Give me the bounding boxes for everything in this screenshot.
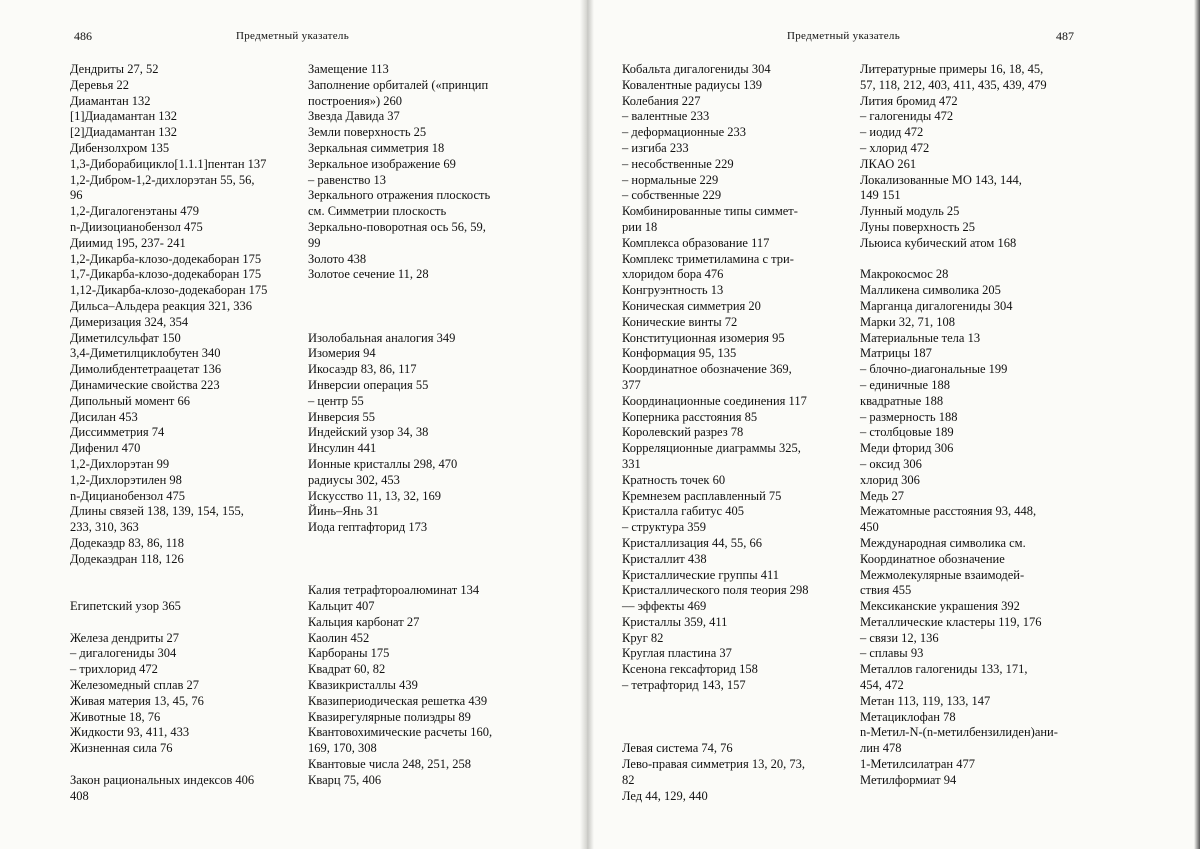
index-entry: – равенство 13	[308, 172, 386, 187]
index-entry: см. Симметрии плоскость	[308, 204, 447, 219]
index-entry: 99	[308, 235, 321, 250]
index-entry: Димеризация 324, 354	[70, 314, 189, 329]
right-index-column-1	[622, 62, 844, 804]
index-entry: – центр 55	[308, 393, 364, 408]
index-entry: ЛКАО 261	[860, 156, 917, 171]
index-entry: 1,2-Дибром-1,2-дихлорэтан 55, 56,	[70, 172, 255, 187]
index-entry: 82	[622, 772, 635, 787]
index-spacer	[70, 615, 295, 631]
index-spacer	[308, 283, 540, 299]
index-entry: Метациклофан 78	[860, 709, 956, 724]
index-entry: Заполнение орбиталей («принцип	[308, 77, 489, 92]
index-entry: Искусство 11, 13, 32, 169	[308, 488, 442, 503]
index-entry: построения») 260	[308, 93, 403, 108]
index-entry: Диметилсульфат 150	[70, 330, 181, 345]
index-entry: Лед 44, 129, 440	[622, 788, 708, 803]
index-entry: Йинь–Янь 31	[308, 504, 379, 519]
index-entry: n-Диизоцианобензол 475	[70, 219, 203, 234]
index-entry: [2]Диадамантан 132	[70, 125, 178, 140]
index-entry: Комплекс триметиламина с три-	[622, 251, 794, 266]
index-entry: Дендриты 27, 52	[70, 62, 159, 76]
index-entry: хлоридом бора 476	[622, 267, 724, 282]
page-edge-shadow	[1194, 0, 1200, 849]
index-entry: – несобственные 229	[622, 156, 734, 171]
index-entry: Жизненная сила 76	[70, 741, 173, 756]
index-entry: 1-Метилсилатран 477	[860, 757, 975, 772]
index-entry: Додекаэдран 118, 126	[70, 551, 184, 566]
index-entry: – изгиба 233	[622, 140, 689, 155]
index-entry: Колебания 227	[622, 93, 701, 108]
index-entry: Конституционная изомерия 95	[622, 330, 785, 345]
index-entry: Коническая симметрия 20	[622, 298, 761, 313]
index-spacer	[308, 299, 540, 315]
index-spacer	[70, 583, 295, 599]
index-entry: Квадрат 60, 82	[308, 662, 386, 677]
index-entry: Кобальта дигалогениды 304	[622, 62, 771, 76]
index-entry: Ковалентные радиусы 139	[622, 77, 762, 92]
index-entry: Лево-правая симметрия 13, 20, 73,	[622, 757, 805, 772]
index-entry: 408	[70, 788, 89, 803]
index-entry: Макрокосмос 28	[860, 267, 949, 282]
index-entry: лин 478	[860, 741, 902, 756]
book-gutter	[580, 0, 594, 849]
right-page-number: 487	[1056, 29, 1074, 43]
index-entry: Квантовые числа 248, 251, 258	[308, 757, 472, 772]
index-entry: Комбинированные типы симмет-	[622, 204, 798, 219]
index-spacer	[308, 568, 540, 584]
index-entry: Дильса–Альдера реакция 321, 336	[70, 298, 253, 313]
index-entry: Координатное обозначение	[860, 551, 1005, 566]
index-entry: – оксид 306	[860, 456, 922, 471]
index-entry: n-Метил-N-(n-метилбензилиден)ани-	[860, 725, 1058, 740]
index-entry: Коперника расстояния 85	[622, 409, 758, 424]
index-entry: Конгруэнтность 13	[622, 283, 724, 298]
index-entry: Конические винты 72	[622, 314, 738, 329]
index-entry: Каолин 452	[308, 630, 370, 645]
index-entry: 1,2-Дигалогенэтаны 479	[70, 204, 199, 219]
index-entry: Комплекса образование 117	[622, 235, 770, 250]
index-entry: Марганца дигалогениды 304	[860, 298, 1013, 313]
index-entry: – нормальные 229	[622, 172, 719, 187]
index-entry: Железомедный сплав 27	[70, 678, 200, 693]
index-entry: 1,2-Дихлорэтан 99	[70, 456, 170, 471]
index-entry: 454, 472	[860, 678, 904, 693]
index-entry: Инверсия 55	[308, 409, 375, 424]
left-running-header: Предметный указатель	[236, 30, 350, 42]
index-entry: Инсулин 441	[308, 441, 377, 456]
index-entry: Египетский узор 365	[70, 599, 181, 614]
index-entry: – деформационные 233	[622, 125, 747, 140]
index-entry: Ионные кристаллы 298, 470	[308, 456, 458, 471]
index-spacer	[622, 725, 844, 741]
index-entry: Конформация 95, 135	[622, 346, 737, 361]
index-spacer	[70, 757, 295, 773]
index-entry: Земли поверхность 25	[308, 125, 427, 140]
index-entry: Жидкости 93, 411, 433	[70, 725, 190, 740]
index-entry: Додекаэдр 83, 86, 118	[70, 535, 184, 550]
index-entry: Металлические кластеры 119, 176	[860, 614, 1042, 629]
index-entry: Карбораны 175	[308, 646, 390, 661]
index-entry: Инверсии операция 55	[308, 377, 429, 392]
index-entry: Матрицы 187	[860, 346, 932, 361]
index-entry: Золото 438	[308, 251, 367, 266]
index-entry: Локализованные МО 143, 144,	[860, 172, 1022, 187]
index-entry: Зеркальное изображение 69	[308, 156, 456, 171]
index-entry: Калия тетрафтороалюминат 134	[308, 583, 480, 598]
index-spacer	[308, 315, 540, 331]
index-entry: Метан 113, 119, 133, 147	[860, 693, 991, 708]
index-entry: 96	[70, 188, 83, 203]
index-entry: 1,7-Дикарба-клозо-додекаборан 175	[70, 267, 262, 282]
index-entry: – размерность 188	[860, 409, 958, 424]
index-entry: Межатомные расстояния 93, 448,	[860, 504, 1037, 519]
index-entry: Дибензолхром 135	[70, 140, 170, 155]
index-entry: – тетрафторид 143, 157	[622, 678, 746, 693]
index-entry: Лунный модуль 25	[860, 204, 960, 219]
index-entry: Кристаллы 359, 411	[622, 614, 728, 629]
index-entry: 1,2-Дихлорэтилен 98	[70, 472, 182, 487]
index-entry: 233, 310, 363	[70, 520, 139, 535]
index-entry: 149 151	[860, 188, 901, 203]
index-entry: Кальцит 407	[308, 599, 375, 614]
index-entry: – сплавы 93	[860, 646, 924, 661]
index-entry: Диимид 195, 237- 241	[70, 235, 186, 250]
left-index-column-1	[70, 62, 295, 804]
index-entry: квадратные 188	[860, 393, 944, 408]
index-entry: – хлорид 472	[860, 140, 930, 155]
index-entry: Кристаллит 438	[622, 551, 707, 566]
index-entry: Железа дендриты 27	[70, 630, 180, 645]
index-entry: Левая система 74, 76	[622, 741, 733, 756]
index-entry: Квантовохимические расчеты 160,	[308, 725, 493, 740]
index-entry: Изомерия 94	[308, 346, 376, 361]
index-entry: Живая материя 13, 45, 76	[70, 693, 204, 708]
index-entry: Изолобальная аналогия 349	[308, 330, 456, 345]
index-entry: Замещение 113	[308, 62, 389, 76]
index-spacer	[860, 252, 1086, 268]
index-entry: ствия 455	[860, 583, 912, 598]
index-entry: Кварц 75, 406	[308, 772, 382, 787]
index-entry: Льюиса кубический атом 168	[860, 235, 1017, 250]
index-entry: Круг 82	[622, 630, 664, 645]
index-entry: рии 18	[622, 219, 658, 234]
index-entry: Длины связей 138, 139, 154, 155,	[70, 504, 244, 519]
index-entry: Марки 32, 71, 108	[860, 314, 956, 329]
index-entry: – иодид 472	[860, 125, 924, 140]
index-entry: 1,3-Дибораб​ицикло[1.1.1]пентан 137	[70, 156, 267, 171]
index-entry: Кратность точек 60	[622, 472, 726, 487]
index-entry: Меди фторид 306	[860, 441, 954, 456]
index-entry: Материальные тела 13	[860, 330, 981, 345]
left-index-column-2	[308, 62, 540, 789]
index-entry: Диамантан 132	[70, 93, 151, 108]
index-entry: Лития бромид 472	[860, 93, 958, 108]
index-entry: Динамические свойства 223	[70, 377, 220, 392]
index-entry: – трихлорид 472	[70, 662, 158, 677]
index-entry: Зеркальная симметрия 18	[308, 140, 445, 155]
index-spacer	[70, 568, 295, 584]
index-entry: Координационные соединения 117	[622, 393, 807, 408]
index-entry: Диссимметрия 74	[70, 425, 165, 440]
left-page-number: 486	[74, 29, 92, 43]
index-entry: Дипольный момент 66	[70, 393, 190, 408]
index-entry: Икосаэдр 83, 86, 117	[308, 362, 417, 377]
index-entry: Луны поверхность 25	[860, 219, 976, 234]
index-entry: Зеркального отражения плоскость	[308, 188, 491, 203]
index-entry: [1]Диадамантан 132	[70, 109, 178, 124]
index-entry: Металлов галогениды 133, 171,	[860, 662, 1028, 677]
index-entry: 3,4-Диметилциклобутен 340	[70, 346, 221, 361]
index-entry: Кристаллические группы 411	[622, 567, 780, 582]
index-entry: 331	[622, 456, 641, 471]
index-entry: 450	[860, 520, 879, 535]
index-entry: Деревья 22	[70, 77, 130, 92]
index-entry: Межмолекулярные взаимодей-	[860, 567, 1025, 582]
index-entry: Литературные примеры 16, 18, 45,	[860, 62, 1044, 76]
index-entry: – галогениды 472	[860, 109, 954, 124]
index-entry: Малликена символика 205	[860, 283, 1001, 298]
index-entry: – дигалогениды 304	[70, 646, 177, 661]
right-running-header: Предметный указатель	[787, 30, 901, 42]
index-entry: Кремнезем расплавленный 75	[622, 488, 782, 503]
index-entry: Медь 27	[860, 488, 905, 503]
index-entry: – единичные 188	[860, 377, 950, 392]
index-entry: Квазирегулярные полиэдры 89	[308, 709, 471, 724]
index-entry: Закон рациональных индексов 406	[70, 772, 255, 787]
index-entry: Королевский разрез 78	[622, 425, 744, 440]
index-entry: Золотое сечение 11, 28	[308, 267, 429, 282]
index-entry: хлорид 306	[860, 472, 920, 487]
index-spacer	[622, 710, 844, 726]
index-entry: Дисилан 453	[70, 409, 138, 424]
index-entry: Кристаллического поля теория 298	[622, 583, 809, 598]
index-spacer	[308, 536, 540, 552]
index-entry: Кристаллизация 44, 55, 66	[622, 535, 763, 550]
index-entry: Звезда Давида 37	[308, 109, 400, 124]
index-entry: Международная символика см.	[860, 535, 1026, 550]
index-entry: – структура 359	[622, 520, 707, 535]
index-entry: –– эффекты 469	[622, 599, 707, 614]
index-entry: – блочно-диагональные 199	[860, 362, 1008, 377]
index-entry: Индейский узор 34, 38	[308, 425, 429, 440]
index-entry: Кристалла габитус 405	[622, 504, 744, 519]
index-entry: n-Дицианобензол 475	[70, 488, 185, 503]
index-entry: Корреляционные диаграммы 325,	[622, 441, 801, 456]
index-entry: 57, 118, 212, 403, 411, 435, 439, 479	[860, 77, 1047, 92]
index-entry: – валентные 233	[622, 109, 710, 124]
index-entry: – столбцовые 189	[860, 425, 954, 440]
index-entry: – связи 12, 136	[860, 630, 939, 645]
index-entry: Круглая пластина 37	[622, 646, 732, 661]
index-entry: 1,12-Дикарба-клозо-додекаборан 175	[70, 283, 268, 298]
index-entry: Иода гептафторид 173	[308, 520, 428, 535]
index-entry: Мексиканские украшения 392	[860, 599, 1020, 614]
index-entry: Ксенона гексафторид 158	[622, 662, 758, 677]
index-spacer	[622, 694, 844, 710]
index-entry: – собственные 229	[622, 188, 722, 203]
index-entry: Дифенил 470	[70, 441, 141, 456]
index-entry: радиусы 302, 453	[308, 472, 400, 487]
right-index-column-2	[860, 62, 1086, 789]
index-entry: Координатное обозначение 369,	[622, 362, 792, 377]
index-entry: Метилформиат 94	[860, 772, 957, 787]
index-spacer	[308, 552, 540, 568]
index-entry: Квазикристаллы 439	[308, 678, 418, 693]
index-entry: 1,2-Дикарба-клозо-додекаборан 175	[70, 251, 262, 266]
index-entry: Зеркально-поворотная ось 56, 59,	[308, 219, 486, 234]
index-entry: Квазипериодическая решетка 439	[308, 693, 488, 708]
index-entry: 377	[622, 377, 641, 392]
index-entry: 169, 170, 308	[308, 741, 377, 756]
index-entry: Животные 18, 76	[70, 709, 161, 724]
index-entry: Кальция карбонат 27	[308, 614, 420, 629]
index-entry: Димолибдентетраацетат 136	[70, 362, 222, 377]
